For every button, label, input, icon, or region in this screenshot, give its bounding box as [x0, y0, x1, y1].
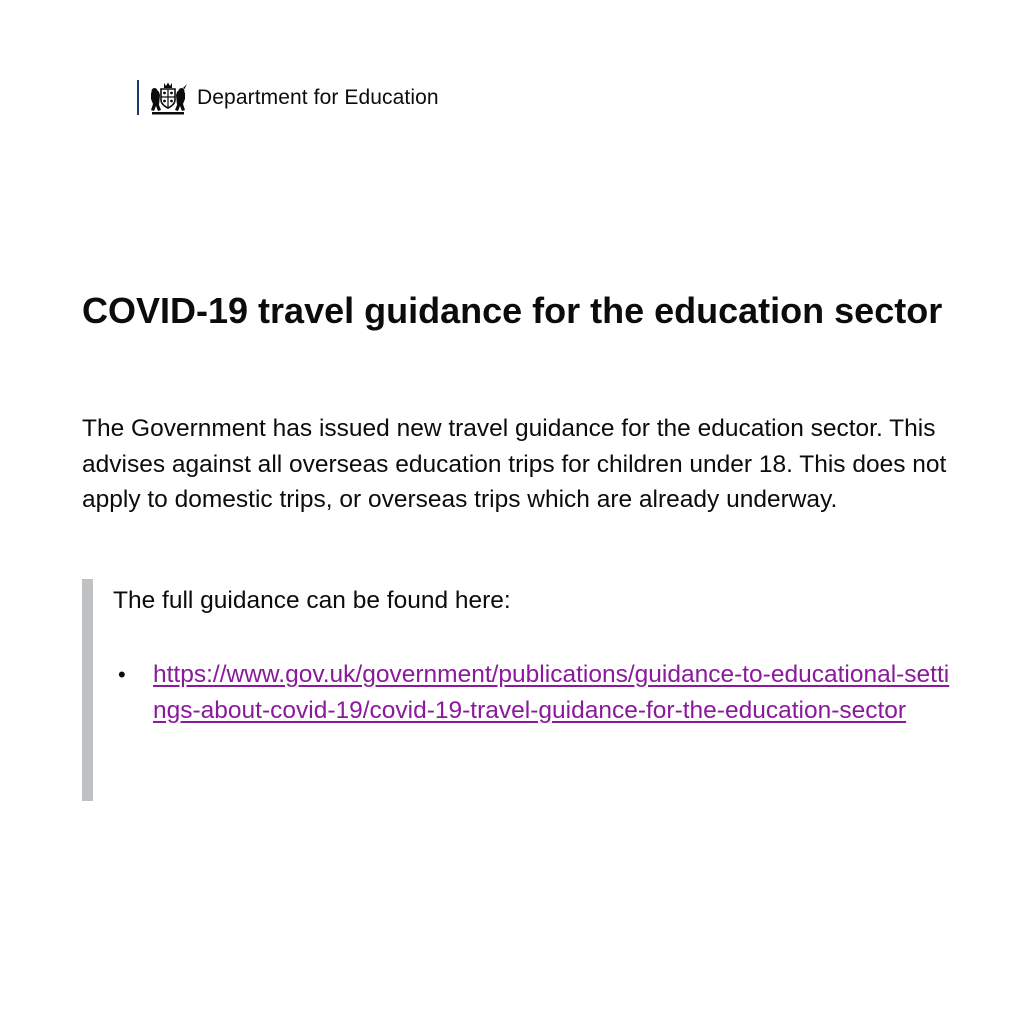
royal-coat-of-arms-icon	[148, 81, 188, 115]
guidance-link[interactable]: https://www.gov.uk/government/publications/guidance-to-educational-settings-about-covid-19/covid-19-travel-guidance-for-the-education-sector	[153, 661, 950, 724]
inset-border	[82, 579, 93, 801]
guidance-link-list	[114, 657, 954, 728]
intro-paragraph: The Government has issued new travel guidance for the education sector. This advises against all overseas education trips for children under 18. This does not apply to domestic trips, or overseas trips which are already underway.	[82, 415, 947, 513]
organisation-bar	[137, 80, 139, 115]
inset-lead-text: The full guidance can be found here:	[113, 587, 511, 614]
page-title: COVID-19 travel guidance for the education sector	[82, 290, 943, 331]
bullet-icon: •	[118, 662, 126, 687]
inset-text-block	[82, 579, 962, 801]
list-item	[114, 657, 954, 728]
organisation-header	[137, 80, 439, 115]
organisation-name: Department for Education	[197, 85, 439, 109]
